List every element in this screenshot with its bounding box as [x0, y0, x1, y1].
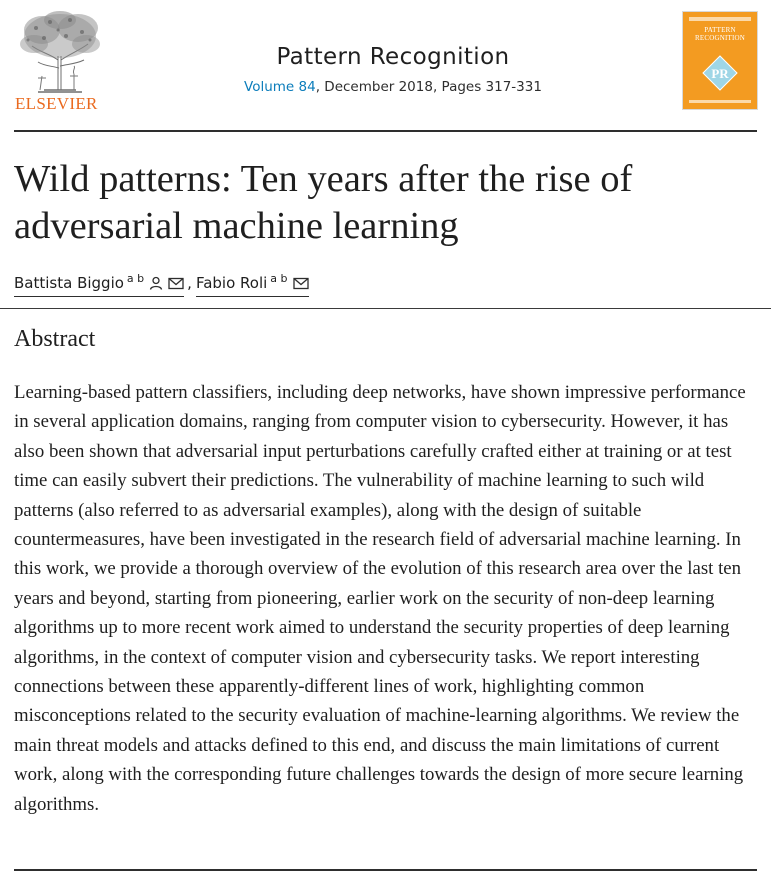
author-affiliations: a b — [270, 272, 288, 285]
author-link-roli[interactable] — [196, 272, 309, 297]
journal-title-link[interactable]: Pattern Recognition — [276, 44, 510, 70]
author-affiliations: a b — [126, 272, 145, 285]
cover-bottom-stripe — [689, 100, 751, 103]
person-icon — [149, 276, 163, 294]
cover-emblem-icon — [702, 55, 738, 91]
header-divider — [14, 130, 757, 132]
authors-divider — [0, 308, 771, 309]
article-title: Wild patterns: Ten years after the rise of adversarial machine learning — [14, 158, 633, 247]
svg-text:PR: PR — [711, 66, 729, 81]
author-name: Fabio Roli — [195, 274, 268, 292]
abstract-heading: Abstract — [14, 326, 96, 352]
envelope-icon — [168, 276, 184, 294]
journal-header — [14, 8, 757, 112]
journal-cover-thumbnail[interactable] — [682, 11, 758, 110]
elsevier-wordmark: ELSEVIER — [15, 94, 98, 113]
journal-issue-info — [14, 79, 772, 95]
abstract-divider — [14, 869, 757, 871]
envelope-icon — [293, 276, 309, 294]
author-name: Battista Biggio — [14, 274, 124, 292]
cover-top-stripe — [689, 17, 751, 21]
author-separator: , — [187, 274, 192, 292]
volume-link[interactable]: Volume 84 — [244, 79, 316, 95]
cover-title-text: PATTERN RECOGNITION — [694, 26, 746, 42]
author-link-biggio[interactable] — [14, 272, 184, 297]
author-list — [14, 272, 309, 298]
abstract-body: Learning-based pattern classifiers, including deep networks, have shown impressive performance in several application domains, ranging from computer vision to cybersecurity. However, it has also been shown that adversarial input perturbations carefully crafted either at training or at test time can easily subvert their predictions. The vulnerability of machine learning to such wild patterns (also referred to as adversarial examples), along with the design of suitable countermeasures, have been investigated in the research field of adversarial machine learning. In this work, we provide a thorough overview of the evolution of this research area over the last ten years and beyond, starting from pioneering, earlier work on the security of non-deep learning algorithms up to more recent work aimed to understand the security properties of deep learning algorithms, in the context of computer vision and cybersecurity tasks. We report interesting connections between these apparently-different lines of work, highlighting common misconceptions related to the security evaluation of machine-learning algorithms. We review the main threat models and attacks defined to this end, and discuss the main limitations of current work, along with the corresponding future challenges towards the design of more secure learning algorithms. — [14, 382, 746, 815]
issue-details: , December 2018, Pages 317-331 — [315, 79, 542, 95]
